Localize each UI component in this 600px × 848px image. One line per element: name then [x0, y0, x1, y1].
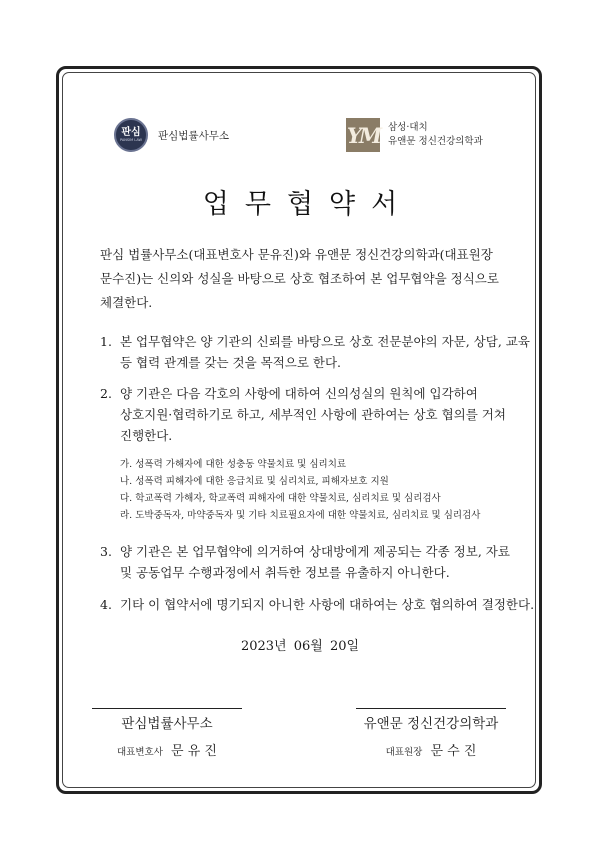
clause-1: [100, 331, 530, 373]
sub-item: 나. 성폭력 피해자에 대한 응급치료 및 심리치료, 피해자보호 지원: [120, 476, 389, 487]
ym-logo-icon: YM: [346, 118, 380, 152]
clause-number: 2.: [100, 386, 112, 401]
clause-2-subitems: [120, 456, 480, 524]
clause-line: 양 기관은 본 업무협약에 의거하여 상대방에게 제공되는 각종 정보, 자료: [120, 544, 510, 559]
signatory-org: 판심법률사무소: [121, 716, 213, 732]
signatory-role: 대표변호사: [117, 747, 163, 758]
signatory-name: 문 유 진: [171, 744, 217, 759]
clause-line: 등 협력 관계를 갖는 것을 목적으로 한다.: [120, 355, 342, 370]
pansim-org-name: 판심법률사무소: [158, 129, 230, 142]
sub-item: 다. 학교폭력 가해자, 학교폭력 피해자에 대한 약물치료, 심리치료 및 심리검사: [120, 493, 441, 504]
document-title: 업무협약서: [202, 189, 414, 220]
clinic-location: 삼성·대치: [388, 122, 428, 133]
signatory-name: 문 수 진: [430, 744, 477, 759]
clause-number: 4.: [100, 597, 112, 612]
intro-line: 체결한다.: [100, 295, 153, 310]
clause-line: 상호지원·협력하기로 하고, 세부적인 사항에 관하여는 상호 협의를 거쳐: [120, 407, 506, 422]
clause-line: 기타 이 협약서에 명기되지 아니한 사항에 대하여는 상호 협의하여 결정한다.: [120, 597, 535, 612]
clause-line: 진행한다.: [120, 428, 173, 443]
signature-line: [356, 708, 506, 709]
clause-line: 및 공동업무 수행과정에서 취득한 정보를 유출하지 아니한다.: [120, 565, 450, 580]
younmoon-logo: [346, 118, 483, 152]
sub-item: 가. 성폭력 가해자에 대한 성충동 약물치료 및 심리치료: [120, 459, 347, 470]
clause-number: 3.: [100, 544, 112, 559]
clause-line: 양 기관은 다음 각호의 사항에 대하여 신의성실의 원칙에 입각하여: [120, 386, 478, 401]
clause-3: [100, 541, 510, 583]
pansim-seal-icon: 판심 PANSIM LAW: [114, 118, 148, 152]
agreement-date: 2023년 06월 20일: [240, 639, 360, 654]
clause-4: [100, 594, 535, 615]
intro-line: 판심 법률사무소(대표변호사 문유진)와 유앤문 정신건강의학과(대표원장: [100, 247, 493, 262]
intro-line: 문수진)는 신의와 성실을 바탕으로 상호 협조하여 본 업무협약을 정식으로: [100, 271, 499, 286]
signature-line: [92, 708, 242, 709]
signature-left: [92, 708, 242, 759]
clause-line: 본 업무협약은 양 기관의 신뢰를 바탕으로 상호 전문분야의 자문, 상담, 교육: [120, 334, 530, 349]
signature-right: [356, 708, 506, 759]
clause-2: [100, 383, 510, 446]
signatory-org: 유앤문 정신건강의학과: [363, 716, 499, 732]
clause-number: 1.: [100, 334, 112, 349]
sub-item: 라. 도박중독자, 마약중독자 및 기타 치료필요자에 대한 약물치료, 심리치료 및 심리검사: [120, 510, 481, 521]
signatory-role: 대표원장: [385, 747, 423, 758]
intro-paragraph: [100, 243, 500, 315]
clinic-name: 유앤문 정신건강의학과: [388, 136, 483, 147]
pansim-logo: [114, 118, 229, 152]
